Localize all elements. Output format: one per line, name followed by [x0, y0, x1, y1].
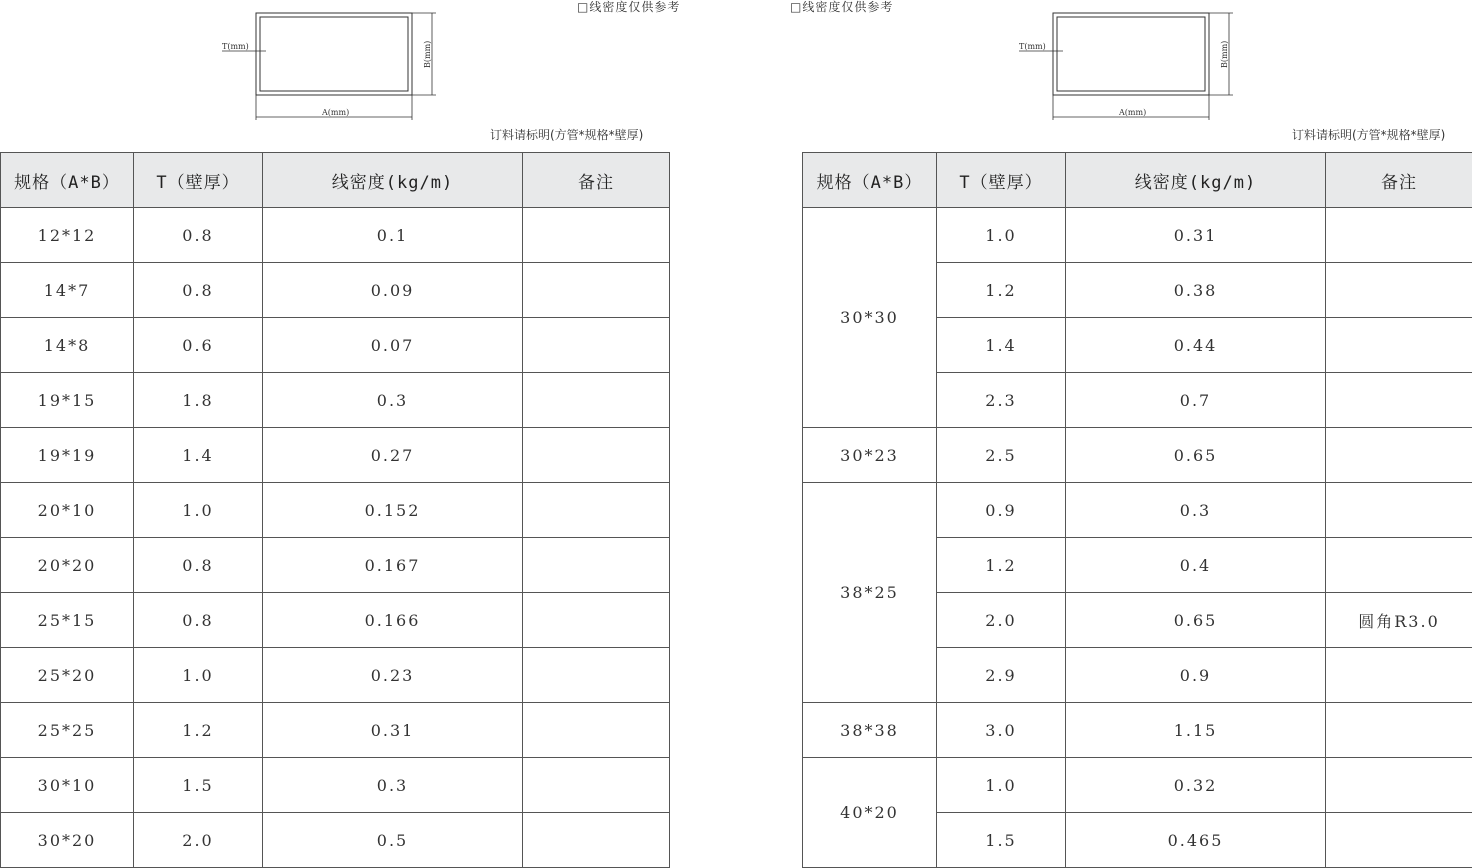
remark-cell: [1326, 703, 1472, 758]
spec-cell: 30*10: [1, 758, 134, 813]
header-thickness: T（壁厚）: [937, 153, 1066, 208]
density-cell: 0.09: [263, 263, 523, 318]
thickness-cell: 2.5: [937, 428, 1066, 483]
density-reference-note-right: □线密度仅供参考: [790, 0, 893, 14]
table-row: [1, 703, 670, 758]
thickness-cell: 1.2: [937, 538, 1066, 593]
header-thickness: T（壁厚）: [134, 153, 263, 208]
table-row: [1, 813, 670, 868]
spec-cell: 12*12: [1, 208, 134, 263]
density-cell: 0.31: [1066, 208, 1326, 263]
width-label: A(mm): [1118, 108, 1146, 117]
thickness-cell: 0.9: [937, 483, 1066, 538]
thickness-cell: 1.0: [134, 648, 263, 703]
remark-cell: [1326, 813, 1472, 868]
density-reference-note: □线密度仅供参考: [577, 0, 680, 14]
table-header-row: [1, 153, 670, 208]
remark-cell: [523, 593, 670, 648]
table-row: [1, 758, 670, 813]
table-row: [803, 208, 1472, 263]
table-header-row: [803, 153, 1472, 208]
remark-cell: [523, 813, 670, 868]
thickness-cell: 0.8: [134, 263, 263, 318]
thickness-cell: 1.2: [937, 263, 1066, 318]
remark-cell: [523, 318, 670, 373]
density-cell: 0.23: [263, 648, 523, 703]
table-row: [1, 648, 670, 703]
header-remark: 备注: [523, 153, 670, 208]
spec-cell: 19*15: [1, 373, 134, 428]
density-cell: 0.5: [263, 813, 523, 868]
spec-cell: 19*19: [1, 428, 134, 483]
density-cell: 0.4: [1066, 538, 1326, 593]
density-cell: 0.38: [1066, 263, 1326, 318]
density-cell: 0.3: [1066, 483, 1326, 538]
thickness-cell: 1.4: [134, 428, 263, 483]
spec-cell: 30*23: [803, 428, 937, 483]
remark-cell: [523, 648, 670, 703]
table-row: [1, 483, 670, 538]
spec-table-right: [802, 152, 1472, 868]
density-cell: 0.65: [1066, 593, 1326, 648]
remark-cell: [1326, 263, 1472, 318]
thickness-label: T(mm): [222, 42, 249, 51]
spec-cell: 14*7: [1, 263, 134, 318]
spec-cell: 20*20: [1, 538, 134, 593]
density-cell: 0.166: [263, 593, 523, 648]
remark-cell: [1326, 208, 1472, 263]
remark-cell: [1326, 758, 1472, 813]
spec-cell: 40*20: [803, 758, 937, 868]
remark-cell: [1326, 648, 1472, 703]
density-cell: 0.32: [1066, 758, 1326, 813]
thickness-cell: 0.6: [134, 318, 263, 373]
density-cell: 0.167: [263, 538, 523, 593]
remark-cell: [1326, 373, 1472, 428]
table-row: [1, 373, 670, 428]
density-cell: 1.15: [1066, 703, 1326, 758]
density-cell: 0.9: [1066, 648, 1326, 703]
remark-cell: [523, 758, 670, 813]
remark-cell: [523, 208, 670, 263]
remark-cell: [523, 428, 670, 483]
thickness-cell: 2.0: [134, 813, 263, 868]
width-label: A(mm): [321, 108, 349, 117]
header-remark: 备注: [1326, 153, 1472, 208]
table-row: [1, 538, 670, 593]
spec-cell: 25*15: [1, 593, 134, 648]
density-cell: 0.07: [263, 318, 523, 373]
thickness-cell: 2.0: [937, 593, 1066, 648]
remark-cell: [523, 373, 670, 428]
density-cell: 0.3: [263, 758, 523, 813]
table-row: [1, 593, 670, 648]
density-cell: 0.3: [263, 373, 523, 428]
spec-cell: 38*38: [803, 703, 937, 758]
density-cell: 0.44: [1066, 318, 1326, 373]
thickness-cell: 3.0: [937, 703, 1066, 758]
table-row: [803, 703, 1472, 758]
spec-cell: 25*25: [1, 703, 134, 758]
remark-cell: [1326, 318, 1472, 373]
thickness-cell: 0.8: [134, 593, 263, 648]
header-density: 线密度(kg/m): [263, 153, 523, 208]
spec-cell: 25*20: [1, 648, 134, 703]
thickness-cell: 2.3: [937, 373, 1066, 428]
height-label: B(mm): [1220, 41, 1229, 68]
spec-cell: 30*20: [1, 813, 134, 868]
remark-cell: [1326, 538, 1472, 593]
spec-cell: 30*30: [803, 208, 937, 428]
density-cell: 0.465: [1066, 813, 1326, 868]
table-row: [803, 483, 1472, 538]
spec-table-left: [0, 152, 670, 868]
thickness-cell: 1.0: [937, 758, 1066, 813]
tube-cross-section-diagram: [218, 8, 458, 124]
remark-cell: 圆角R3.0: [1326, 593, 1472, 648]
spec-cell: 14*8: [1, 318, 134, 373]
order-instruction-right: 订料请标明(方管*规格*壁厚): [1292, 127, 1445, 143]
header-density: 线密度(kg/m): [1066, 153, 1326, 208]
height-label: B(mm): [423, 41, 432, 68]
density-cell: 0.1: [263, 208, 523, 263]
table-row: [1, 263, 670, 318]
table-row: [803, 428, 1472, 483]
thickness-cell: 2.9: [937, 648, 1066, 703]
tube-cross-section-diagram-right: [1015, 8, 1255, 124]
thickness-cell: 1.2: [134, 703, 263, 758]
thickness-cell: 1.0: [937, 208, 1066, 263]
table-row: [1, 428, 670, 483]
thickness-cell: 1.0: [134, 483, 263, 538]
header-spec: 规格（A*B）: [1, 153, 134, 208]
remark-cell: [523, 263, 670, 318]
remark-cell: [523, 483, 670, 538]
spec-cell: 20*10: [1, 483, 134, 538]
table-row: [1, 208, 670, 263]
density-cell: 0.65: [1066, 428, 1326, 483]
density-cell: 0.7: [1066, 373, 1326, 428]
thickness-cell: 1.5: [134, 758, 263, 813]
table-row: [1, 318, 670, 373]
remark-cell: [1326, 483, 1472, 538]
header-spec: 规格（A*B）: [803, 153, 937, 208]
spec-cell: 38*25: [803, 483, 937, 703]
thickness-cell: 1.5: [937, 813, 1066, 868]
thickness-label: T(mm): [1019, 42, 1046, 51]
remark-cell: [523, 703, 670, 758]
density-cell: 0.27: [263, 428, 523, 483]
thickness-cell: 0.8: [134, 208, 263, 263]
table-row: [803, 758, 1472, 813]
thickness-cell: 0.8: [134, 538, 263, 593]
remark-cell: [523, 538, 670, 593]
remark-cell: [1326, 428, 1472, 483]
density-cell: 0.152: [263, 483, 523, 538]
density-cell: 0.31: [263, 703, 523, 758]
order-instruction: 订料请标明(方管*规格*壁厚): [490, 127, 643, 143]
thickness-cell: 1.8: [134, 373, 263, 428]
thickness-cell: 1.4: [937, 318, 1066, 373]
